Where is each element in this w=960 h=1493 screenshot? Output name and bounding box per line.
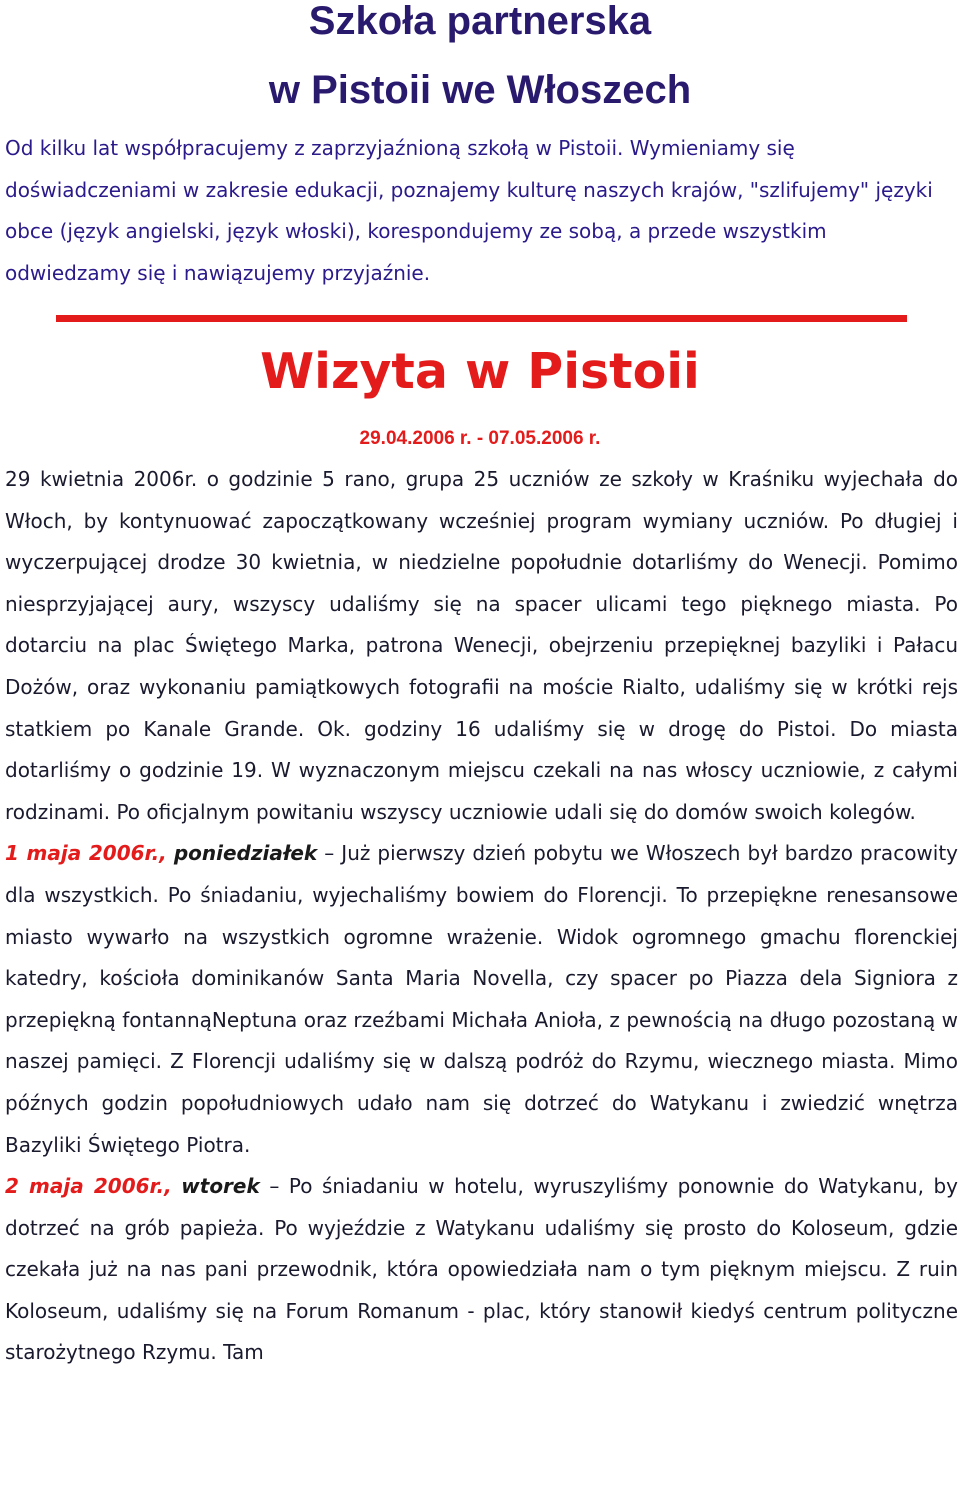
day-date: 2 maja 2006r., <box>5 1174 172 1199</box>
day-entry-may-1 <box>5 833 958 1166</box>
page-title-line-1: Szkoła partnerska <box>308 0 652 43</box>
day-entry-text: – Już pierwszy dzień pobytu we Włoszech był bardzo pracowity dla wszystkich. Po śniadaniu, wyjechaliśmy bowiem do Florencji. To przepiękne renesansowe miasto wywarło na wszystkich ogromne wrażenie. Widok ogromnego gmachu florenckiej katedry, kościoła dominikanów Santa Maria Novella, czy spacer po Piazza dela Signiora z przepiękną fontannąNeptuna oraz rzeźbami Michała Anioła, z pewnością na długo pozostaną w naszej pamięci. Z Florencji udaliśmy się w dalszą podróż do Rzymu, wiecznego miasta. Mimo późnych godzin popołudniowych udało nam się dotrzeć do Watykanu i zwiedzić wnętrza Bazyliki Świętego Piotra. <box>5 841 959 1157</box>
day-date: 1 maja 2006r., <box>5 841 167 866</box>
day-entry-text: 29 kwietnia 2006r. o godzinie 5 rano, grupa 25 uczniów ze szkoły w Kraśniku wyjechała do Włoch, by kontynuować zapoczątkowany wcześniej program wymiany uczniów. Po długiej i wyczerpującej drodze 30 kwietnia, w niedzielne popołudnie dotarliśmy do Wenecji. Pomimo niesprzyjającej aury, wszyscy udaliśmy się na spacer ulicami tego pięknego miasta. Po dotarciu na plac Świętego Marka, patrona Wenecji, obejrzeniu przepięknej bazyliki i Pałacu Dożów, oraz wykonaniu pamiątkowych fotografii na moście Rialto, udaliśmy się w krótki rejs statkiem po Kanale Grande. Ok. godziny 16 udaliśmy się w drogę do Pistoi. Do miasta dotarliśmy o godzinie 19. W wyznaczonym miejscu czekali na nas włoscy uczniowie, z całymi rodzinami. Po oficjalnym powitaniu wszyscy uczniowie udali się do domów swoich kolegów. <box>5 467 958 824</box>
day-entry-arrival <box>5 459 958 833</box>
day-weekday: wtorek <box>181 1174 260 1199</box>
report-body <box>5 459 958 1374</box>
day-entry-may-2 <box>5 1166 958 1374</box>
red-divider <box>56 315 907 322</box>
day-entry-text: – Po śniadaniu w hotelu, wyruszyliśmy ponownie do Watykanu, by dotrzeć na grób papieża. Po wyjeździe z Watykanu udaliśmy się prosto do Koloseum, gdzie czekała już na nas pani przewodnik, która opowiedziała nam o tym pięknym miejscu. Z ruin Koloseum, udaliśmy się na Forum Romanum - plac, który stanowił kiedyś centrum polityczne starożytnego Rzymu. Tam <box>5 1174 958 1365</box>
intro-paragraph: Od kilku lat współpracujemy z zaprzyjaźnioną szkołą w Pistoii. Wymieniamy się doświadczeniami w zakresie edukacji, poznajemy kulturę naszych krajów, "szlifujemy" języki obce (język angielski, język włoski), korespondujemy ze sobą, a przede wszystkim odwiedzamy się i nawiązujemy przyjaźnie. <box>5 136 933 285</box>
page-title-line-2: w Pistoii we Włoszech <box>268 68 692 112</box>
day-weekday: poniedziałek <box>173 841 318 866</box>
visit-title: Wizyta w Pistoii <box>260 343 700 400</box>
visit-dates: 29.04.2006 r. - 07.05.2006 r. <box>359 428 601 449</box>
